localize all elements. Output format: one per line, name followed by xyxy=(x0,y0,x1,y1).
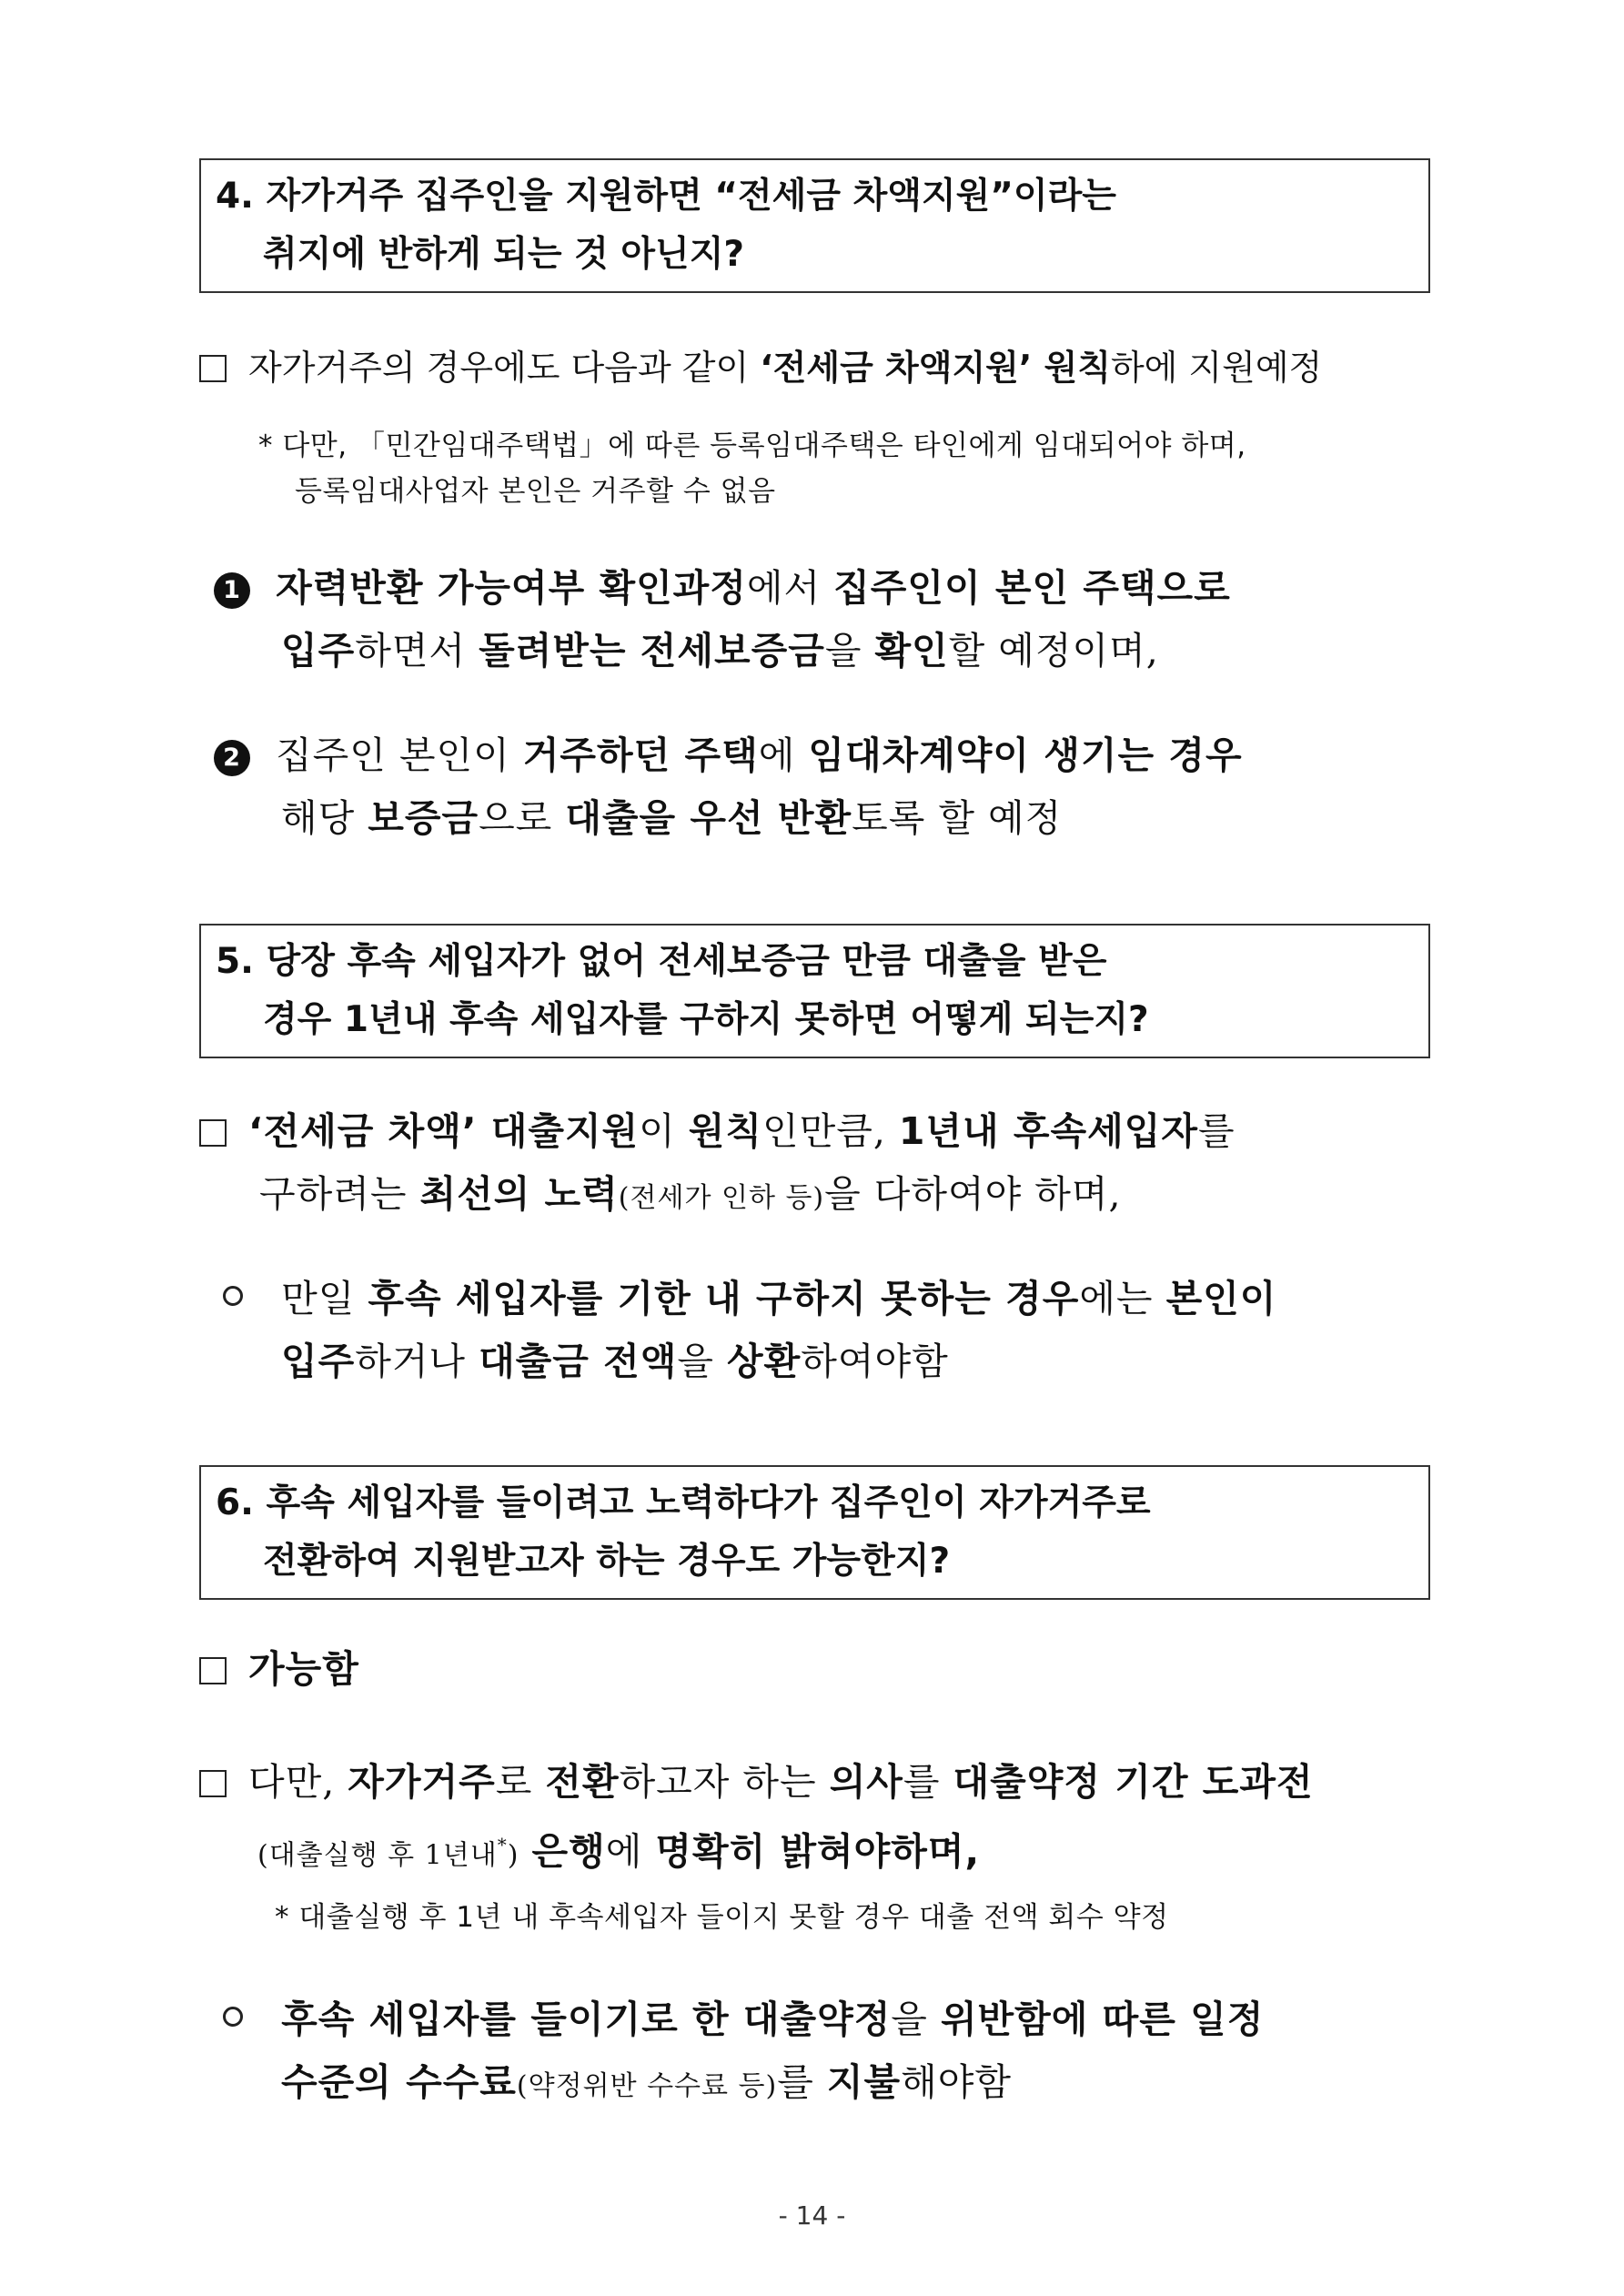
answer-4-item2-line2: 해당 보증금으로 대출을 우선 반환토록 할 예정 xyxy=(281,796,1063,840)
answer-4-note-line2: 등록임대사업자 본인은 거주할 수 없음 xyxy=(295,475,776,508)
question-box-4 xyxy=(199,158,1430,293)
answer-5-bullet-line1: ‘전세금 차액’ 대출지원이 원칙인만큼, 1년내 후속세입자를 xyxy=(199,1101,1236,1161)
question-5-line2: 경우 1년내 후속 세입자를 구하지 못하면 어떻게 되는지? xyxy=(263,999,1149,1040)
answer-6-sub-line1: 후속 세입자를 들이기로 한 대출약정을 위반함에 따른 일정 xyxy=(223,1989,1264,2049)
page-number: - 14 - xyxy=(778,2200,846,2230)
answer-4-item2-line1: 2 집주인 본인이 거주하던 주택에 임대차계약이 생기는 경우 xyxy=(214,725,1243,785)
circle-bullet-icon xyxy=(223,2007,243,2027)
answer-6-bullet2-line2: (대출실행 후 1년내*) 은행에 명확히 밝혀야하며, xyxy=(257,1829,981,1874)
square-bullet-icon xyxy=(199,1770,227,1797)
answer-6-bullet2-line1: 다만, 자가거주로 전환하고자 하는 의사를 대출약정 기간 도과전 xyxy=(199,1752,1314,1812)
answer-4-item1-line2: 입주하면서 돌려받는 전세보증금을 확인할 예정이며, xyxy=(281,629,1159,673)
question-4-line1: 4. 자가거주 집주인을 지원하면 “전세금 차액지원”이라는 xyxy=(216,176,1116,217)
square-bullet-icon xyxy=(199,1119,227,1147)
question-5-line1: 5. 당장 후속 세입자가 없어 전세보증금 만큼 대출을 받은 xyxy=(216,941,1107,982)
answer-5-sub-line1: 만일 후속 세입자를 기한 내 구하지 못하는 경우에는 본인이 xyxy=(223,1269,1276,1329)
question-4-line2: 취지에 반하게 되는 것 아닌지? xyxy=(263,234,745,275)
question-6-line2: 전환하여 지원받고자 하는 경우도 가능한지? xyxy=(263,1541,951,1582)
answer-5-bullet-line2: 구하려는 최선의 노력(전세가 인하 등)을 다하여야 하며, xyxy=(259,1172,1122,1216)
answer-4-bullet: 자가거주의 경우에도 다음과 같이 ‘전세금 차액지원’ 원칙하에 지원예정 xyxy=(199,342,1322,393)
answer-6-note: * 대출실행 후 1년 내 후속세입자 들이지 못할 경우 대출 전액 회수 약정 xyxy=(275,1901,1169,1934)
answer-4-note-line1: * 다만, 「민간임대주택법」에 따른 등록임대주택은 타인에게 임대되어야 하며, xyxy=(258,430,1246,462)
number-2-icon: 2 xyxy=(214,740,250,776)
circle-bullet-icon xyxy=(223,1286,243,1306)
square-bullet-icon xyxy=(199,1657,227,1684)
question-box-6 xyxy=(199,1465,1430,1600)
answer-5-sub-line2: 입주하거나 대출금 전액을 상환하여야함 xyxy=(281,1340,949,1383)
answer-4-item1-line1: 1 자력반환 가능여부 확인과정에서 집주인이 본인 주택으로 xyxy=(214,558,1231,618)
number-1-icon: 1 xyxy=(214,572,250,609)
answer-6-bullet1: 가능함 xyxy=(199,1639,359,1699)
question-6-line1: 6. 후속 세입자를 들이려고 노력하다가 집주인이 자가거주로 xyxy=(216,1482,1151,1523)
question-box-5 xyxy=(199,924,1430,1058)
square-bullet-icon xyxy=(199,355,227,382)
answer-6-sub-line2: 수준의 수수료(약정위반 수수료 등)를 지불해야함 xyxy=(281,2060,1012,2104)
